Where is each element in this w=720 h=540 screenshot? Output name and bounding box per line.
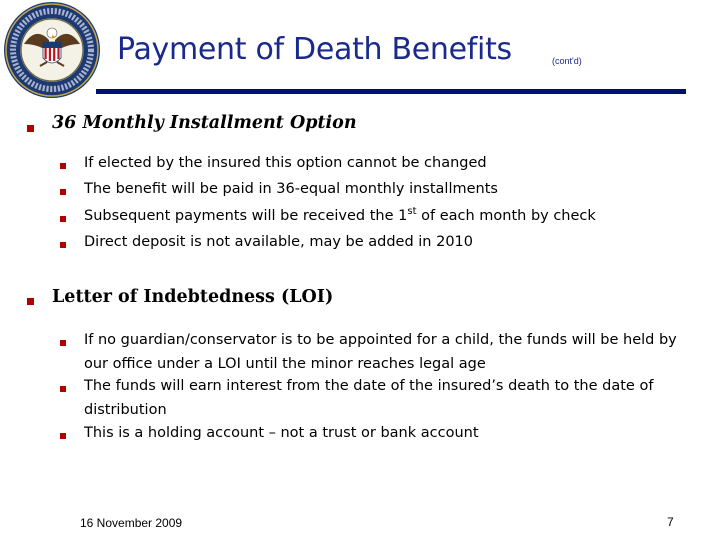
section-bullet (27, 298, 34, 305)
title-divider (96, 89, 686, 94)
footer-date: 16 November 2009 (80, 516, 183, 530)
list-item-text: of each month by check (416, 208, 596, 224)
list-bullet (60, 242, 66, 248)
page-number: 7 (667, 515, 674, 529)
list-bullet (60, 340, 66, 346)
list-item-subsequent-payments (84, 205, 596, 228)
list-item: The funds will earn interest from the date of the insured’s death to the date of distribution (84, 378, 654, 418)
list-bullet (60, 163, 66, 169)
list-item: This is a holding account – not a trust or bank account (84, 425, 479, 441)
list-item: If no guardian/conservator is to be appointed for a child, the funds will be held by our office under a LOI until the minor reaches legal age (84, 332, 677, 372)
seal-logo (2, 0, 102, 100)
title-continued-note: (cont'd) (552, 56, 582, 66)
section-heading-loi: Letter of Indebtedness (LOI) (52, 287, 334, 307)
list-item: The benefit will be paid in 36-equal monthly installments (84, 181, 498, 197)
list-bullet (60, 433, 66, 439)
list-item: If elected by the insured this option cannot be changed (84, 155, 487, 171)
ordinal-suffix: st (407, 206, 417, 217)
list-item-text: Subsequent payments will be received the 1 (84, 208, 408, 224)
section-bullet (27, 125, 34, 132)
list-bullet (60, 386, 66, 392)
list-item: Direct deposit is not available, may be added in 2010 (84, 234, 474, 250)
list-bullet (60, 189, 66, 195)
list-bullet (60, 216, 66, 222)
section-heading-installment: 36 Monthly Installment Option (52, 113, 357, 133)
page-title: Payment of Death Benefits (117, 32, 512, 67)
